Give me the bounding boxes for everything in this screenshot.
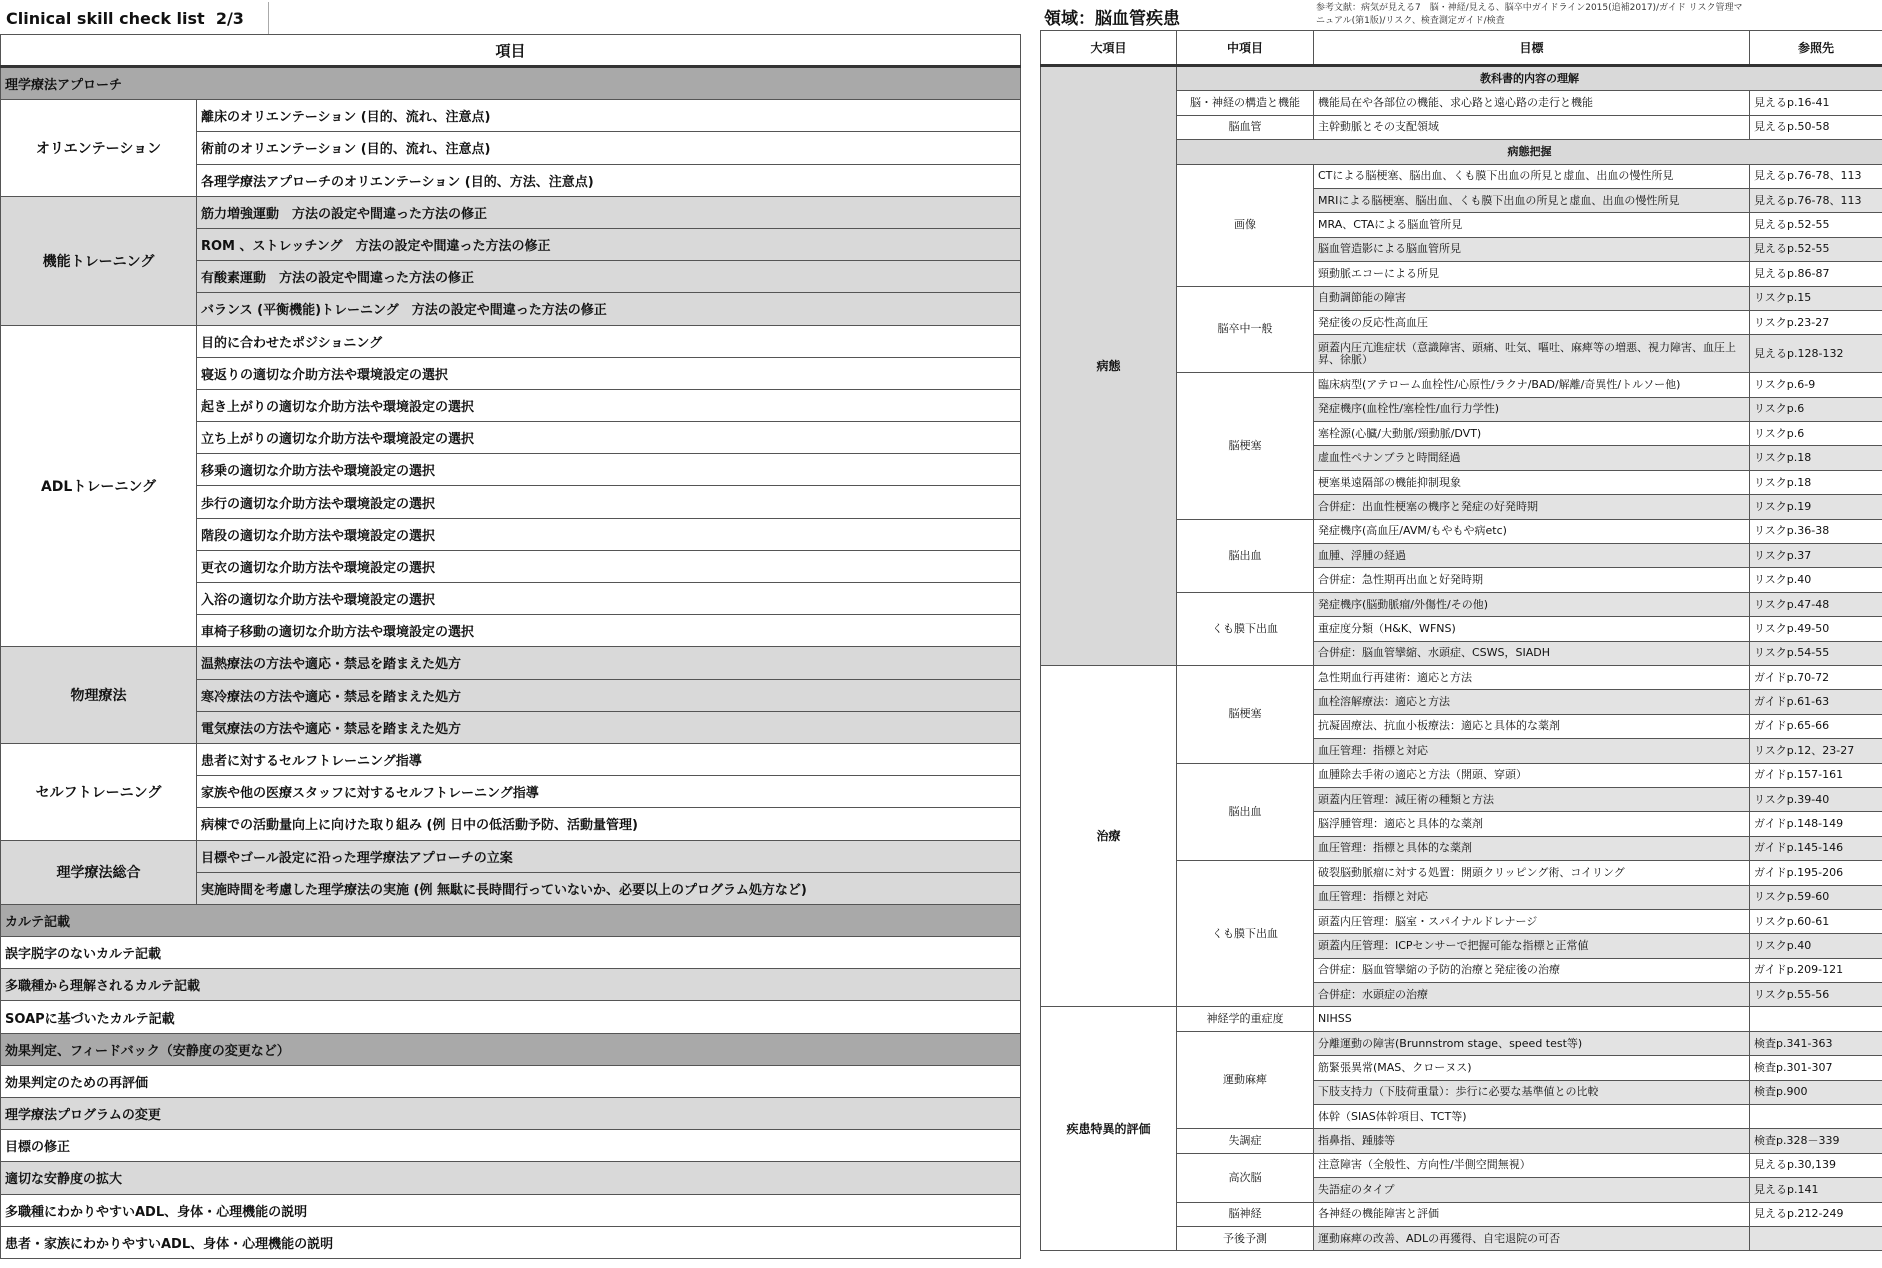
checklist-item: 多職種から理解されるカルテ記載 [1,969,1021,1001]
reference-page: ガイドp.209-121 [1750,958,1882,982]
goal-text: 合併症：水頭症の治療 [1314,983,1750,1007]
goal-text: 失語症のタイプ [1314,1178,1750,1202]
checklist-item: 理学療法プログラムの変更 [1,1098,1021,1130]
goal-text: 指鼻指、踵膝等 [1314,1129,1750,1153]
checklist-item: SOAPに基づいたカルテ記載 [1,1001,1021,1033]
goal-text: 主幹動脈とその支配領域 [1314,115,1750,139]
goal-text: 下肢支持力（下肢荷重量）：歩行に必要な基準値との比較 [1314,1080,1750,1104]
checklist-item: 目的に合わせたポジショニング [197,325,1021,357]
middle-category: 予後予測 [1177,1226,1314,1250]
middle-category: 脳梗塞 [1177,373,1314,519]
checklist-item: ROM 、ストレッチング 方法の設定や間違った方法の修正 [197,228,1021,260]
checklist-item: 立ち上がりの適切な介助方法や環境設定の選択 [197,422,1021,454]
checklist-item: 階段の適切な介助方法や環境設定の選択 [197,518,1021,550]
checklist-item: 各理学療法アプローチのオリエンテーション (目的、方法、注意点) [197,164,1021,196]
checklist-row [1,1001,1021,1033]
goal-text: 脳浮腫管理：適応と具体的な薬剤 [1314,812,1750,836]
reference-page: 見えるp.141 [1750,1178,1882,1202]
checklist-row [1,1226,1021,1258]
checklist-item: 更衣の適切な介助方法や環境設定の選択 [197,550,1021,582]
column-header: 大項目 [1041,31,1177,66]
checklist-item: 病棟での活動量向上に向けた取り組み (例 日中の低活動予防、活動量管理) [197,808,1021,840]
goal-text: 急性期血行再建術：適応と方法 [1314,665,1750,689]
column-header: 項目 [1,35,1021,67]
checklist-item: 有酸素運動 方法の設定や間違った方法の修正 [197,261,1021,293]
category-cell: オリエンテーション [1,100,197,197]
middle-category: 画像 [1177,164,1314,286]
middle-category: くも膜下出血 [1177,592,1314,665]
goal-text: 梗塞巣遠隔部の機能抑制現象 [1314,470,1750,494]
goal-text: 破裂脳動脈瘤に対する処置：開頭クリッピング術、コイリング [1314,861,1750,885]
checklist-item: 多職種にわかりやすいADL、身体・心理機能の説明 [1,1194,1021,1226]
reference-page: 見えるp.212-249 [1750,1202,1882,1226]
goal-text: 脳血管造影による脳血管所見 [1314,237,1750,261]
checklist-row [1,100,1021,132]
checklist-item: 入浴の適切な介助方法や環境設定の選択 [197,583,1021,615]
reference-page: リスクp.49-50 [1750,617,1882,641]
reference-page: 見えるp.52-55 [1750,213,1882,237]
checklist-item: 筋力増強運動 方法の設定や間違った方法の修正 [197,196,1021,228]
checklist-item: バランス (平衡機能)トレーニング 方法の設定や間違った方法の修正 [197,293,1021,325]
goal-text: 重症度分類（H&K、WFNS) [1314,617,1750,641]
category-cell: 機能トレーニング [1,196,197,325]
reference-page: ガイドp.148-149 [1750,812,1882,836]
checklist-item: 移乗の適切な介助方法や環境設定の選択 [197,454,1021,486]
checklist-item: 電気療法の方法や適応・禁忌を踏まえた処方 [197,711,1021,743]
category-cell: 物理療法 [1,647,197,744]
goal-text: 注意障害（全般性、方向性/半側空間無視） [1314,1153,1750,1177]
reference-page: 見えるp.16-41 [1750,91,1882,115]
reference-page: リスクp.60-61 [1750,909,1882,933]
checklist-table [0,34,1021,1259]
goal-text: 分離運動の障害(Brunnstrom stage、speed test等) [1314,1031,1750,1055]
goal-text: 血栓溶解療法：適応と方法 [1314,690,1750,714]
goal-text: 合併症：脳血管攣縮、水頭症、CSWS，SIADH [1314,641,1750,665]
reference-page: リスクp.47-48 [1750,592,1882,616]
page-indicator: 2/3 [215,8,244,28]
checklist-item: 温熱療法の方法や適応・禁忌を踏まえた処方 [197,647,1021,679]
column-header: 目標 [1314,31,1750,66]
checklist-row [1,1065,1021,1097]
goal-text: 合併症：脳血管攣縮の予防的治療と発症後の治療 [1314,958,1750,982]
goal-text: MRA、CTAによる脳血管所見 [1314,213,1750,237]
right-sheet-header [1040,0,1880,30]
checklist-item: 寒冷療法の方法や適応・禁忌を踏まえた処方 [197,679,1021,711]
goal-text: 臨床病型(アテローム血栓性/心原性/ラクナ/BAD/解離/奇異性/トルソー他) [1314,373,1750,397]
goal-text: 血腫、浮腫の経過 [1314,544,1750,568]
goal-text: CTによる脳梗塞、脳出血、くも膜下出血の所見と虚血、出血の慢性所見 [1314,164,1750,188]
reference-page: 見えるp.52-55 [1750,237,1882,261]
reference-page: リスクp.40 [1750,934,1882,958]
reference-page: リスクp.6-9 [1750,373,1882,397]
middle-category: 脳血管 [1177,115,1314,139]
reference-page: 見えるp.128-132 [1750,335,1882,373]
middle-category: 脳出血 [1177,763,1314,861]
goal-text: 頸動脈エコーによる所見 [1314,262,1750,286]
checklist-item: 寝返りの適切な介助方法や環境設定の選択 [197,357,1021,389]
middle-category: 高次脳 [1177,1153,1314,1202]
checklist-item: 目標の修正 [1,1130,1021,1162]
checklist-title: Clinical skill check list [6,8,205,28]
goal-text: 各神経の機能障害と評価 [1314,1202,1750,1226]
major-category: 病態 [1041,66,1177,666]
goal-text: 抗凝固療法、抗血小板療法：適応と具体的な薬剤 [1314,714,1750,738]
reference-page: リスクp.15 [1750,286,1882,310]
section-label: 効果判定、フィードバック（安静度の変更など） [1,1033,1021,1065]
reference-page: リスクp.18 [1750,470,1882,494]
goal-text: 合併症：急性期再出血と好発時期 [1314,568,1750,592]
checklist-row [1,196,1021,228]
band-label: 教科書的内容の理解 [1177,66,1882,91]
checklist-row [1,1130,1021,1162]
goal-text: 血圧管理：指標と対応 [1314,885,1750,909]
domain-title: 領域：脳血管疾患 [1044,9,1180,29]
goal-text: 発症機序(高血圧/AVM/もやもや病etc) [1314,519,1750,543]
section-row [1,1033,1021,1065]
reference-page: ガイドp.157-161 [1750,763,1882,787]
left-sheet-title [2,2,1018,34]
reference-page: 検査p.301-307 [1750,1056,1882,1080]
goal-text: 頭蓋内圧亢進症状（意識障害、頭痛、吐気、嘔吐、麻痺等の増悪、視力障害、血圧上昇、徐脈） [1314,335,1750,373]
checklist-item: 実施時間を考慮した理学療法の実施 (例 無駄に長時間行っていないか、必要以上のプログラム処方など) [197,872,1021,904]
checklist-row [1,1162,1021,1194]
reference-note: 参考文献：病気が見える7 脳・神経/見える、脳卒中ガイドライン2015(追補2017)/ガイド リスク管理マニュアル(第1版)/リスク、検査測定ガイド/検査 [1316,3,1743,26]
goal-text: 発症後の反応性高血圧 [1314,310,1750,334]
goal-row [1041,665,1882,689]
section-row [1,904,1021,936]
checklist-item: 患者に対するセルフトレーニング指導 [197,743,1021,775]
reference-page: ガイドp.195-206 [1750,861,1882,885]
checklist-row [1,743,1021,775]
middle-category: 神経学的重症度 [1177,1007,1314,1031]
checklist-row [1,1194,1021,1226]
checklist-item: 誤字脱字のないカルテ記載 [1,937,1021,969]
reference-page: 検査p.900 [1750,1080,1882,1104]
category-cell: 理学療法総合 [1,840,197,904]
reference-page: リスクp.54-55 [1750,641,1882,665]
checklist-item: 目標やゴール設定に沿った理学療法アプローチの立案 [197,840,1021,872]
goals-table [1040,30,1882,1251]
goal-text: MRIによる脳梗塞、脳出血、くも膜下出血の所見と虚血、出血の慢性所見 [1314,188,1750,212]
goal-text: 虚血性ペナンブラと時間経過 [1314,446,1750,470]
goal-row [1041,1007,1882,1031]
checklist-item: 離床のオリエンテーション (目的、流れ、注意点) [197,100,1021,132]
section-label: 理学療法アプローチ [1,67,1021,100]
reference-page: 検査p.341-363 [1750,1031,1882,1055]
reference-page: ガイドp.145-146 [1750,836,1882,860]
section-label: カルテ記載 [1,904,1021,936]
goal-text: 自動調節能の障害 [1314,286,1750,310]
goal-text: 頭蓋内圧管理：減圧術の種類と方法 [1314,787,1750,811]
reference-page: 見えるp.50-58 [1750,115,1882,139]
reference-page: 検査p.328－339 [1750,1129,1882,1153]
goal-text: 頭蓋内圧管理：脳室・スパイナルドレナージ [1314,909,1750,933]
middle-category: 脳卒中一般 [1177,286,1314,373]
reference-page: リスクp.6 [1750,397,1882,421]
checklist-row [1,937,1021,969]
reference-page: リスクp.19 [1750,495,1882,519]
checklist-item: 術前のオリエンテーション (目的、流れ、注意点) [197,132,1021,164]
checklist-item: 適切な安静度の拡大 [1,1162,1021,1194]
reference-page: 見えるp.76-78、113 [1750,188,1882,212]
goal-text: 筋緊張異常(MAS、クローヌス) [1314,1056,1750,1080]
reference-page: リスクp.39-40 [1750,787,1882,811]
goal-text: 機能局在や各部位の機能、求心路と遠心路の走行と機能 [1314,91,1750,115]
goal-text: 血腫除去手術の適応と方法（開頭、穿頭） [1314,763,1750,787]
checklist-item: 家族や他の医療スタッフに対するセルフトレーニング指導 [197,776,1021,808]
middle-category: 脳神経 [1177,1202,1314,1226]
checklist-item: 効果判定のための再評価 [1,1065,1021,1097]
checklist-row [1,647,1021,679]
reference-page: リスクp.6 [1750,422,1882,446]
middle-category: 失調症 [1177,1129,1314,1153]
checklist-item: 起き上がりの適切な介助方法や環境設定の選択 [197,389,1021,421]
reference-page: リスクp.40 [1750,568,1882,592]
reference-page: リスクp.12、23-27 [1750,739,1882,763]
reference-page: 見えるp.30,139 [1750,1153,1882,1177]
checklist-item: 患者・家族にわかりやすいADL、身体・心理機能の説明 [1,1226,1021,1258]
goal-text: 血圧管理：指標と対応 [1314,739,1750,763]
checklist-row [1,1098,1021,1130]
checklist-row [1,325,1021,357]
category-cell: セルフトレーニング [1,743,197,840]
checklist-item: 車椅子移動の適切な介助方法や環境設定の選択 [197,615,1021,647]
reference-page: リスクp.59-60 [1750,885,1882,909]
major-category: 治療 [1041,665,1177,1006]
checklist-row [1,969,1021,1001]
goal-text: 発症機序(血栓性/塞栓性/血行力学性) [1314,397,1750,421]
reference-page: リスクp.37 [1750,544,1882,568]
goal-text: 頭蓋内圧管理：ICPセンサーで把握可能な指標と正常値 [1314,934,1750,958]
checklist-item: 歩行の適切な介助方法や環境設定の選択 [197,486,1021,518]
reference-page: ガイドp.70-72 [1750,665,1882,689]
reference-page: リスクp.18 [1750,446,1882,470]
goal-text: 血圧管理：指標と具体的な薬剤 [1314,836,1750,860]
goal-text: 体幹（SIAS体幹項目、TCT等) [1314,1105,1750,1129]
column-header: 中項目 [1177,31,1314,66]
middle-category: くも膜下出血 [1177,861,1314,1007]
middle-category: 脳梗塞 [1177,665,1314,763]
reference-page: ガイドp.65-66 [1750,714,1882,738]
goal-text: 塞栓源(心臓/大動脈/頸動脈/DVT) [1314,422,1750,446]
reference-page [1750,1007,1882,1031]
reference-page [1750,1226,1882,1250]
reference-page: リスクp.55-56 [1750,983,1882,1007]
goal-text: 運動麻痺の改善、ADLの再獲得、自宅退院の可否 [1314,1226,1750,1250]
category-cell: ADLトレーニング [1,325,197,647]
goal-text: 合併症：出血性梗塞の機序と発症の好発時期 [1314,495,1750,519]
middle-category: 脳・神経の構造と機能 [1177,91,1314,115]
reference-page: リスクp.36-38 [1750,519,1882,543]
goal-row [1041,66,1882,91]
checklist-row [1,840,1021,872]
reference-page [1750,1105,1882,1129]
reference-page: 見えるp.76-78、113 [1750,164,1882,188]
section-row [1,67,1021,100]
reference-page: リスクp.23-27 [1750,310,1882,334]
reference-page: ガイドp.61-63 [1750,690,1882,714]
goal-text: 発症機序(脳動脈瘤/外傷性/その他) [1314,592,1750,616]
middle-category: 脳出血 [1177,519,1314,592]
middle-category: 運動麻痺 [1177,1031,1314,1129]
major-category: 疾患特異的評価 [1041,1007,1177,1251]
goal-text: NIHSS [1314,1007,1750,1031]
column-header: 参照先 [1750,31,1882,66]
band-label: 病態把握 [1177,140,1882,164]
reference-page: 見えるp.86-87 [1750,262,1882,286]
